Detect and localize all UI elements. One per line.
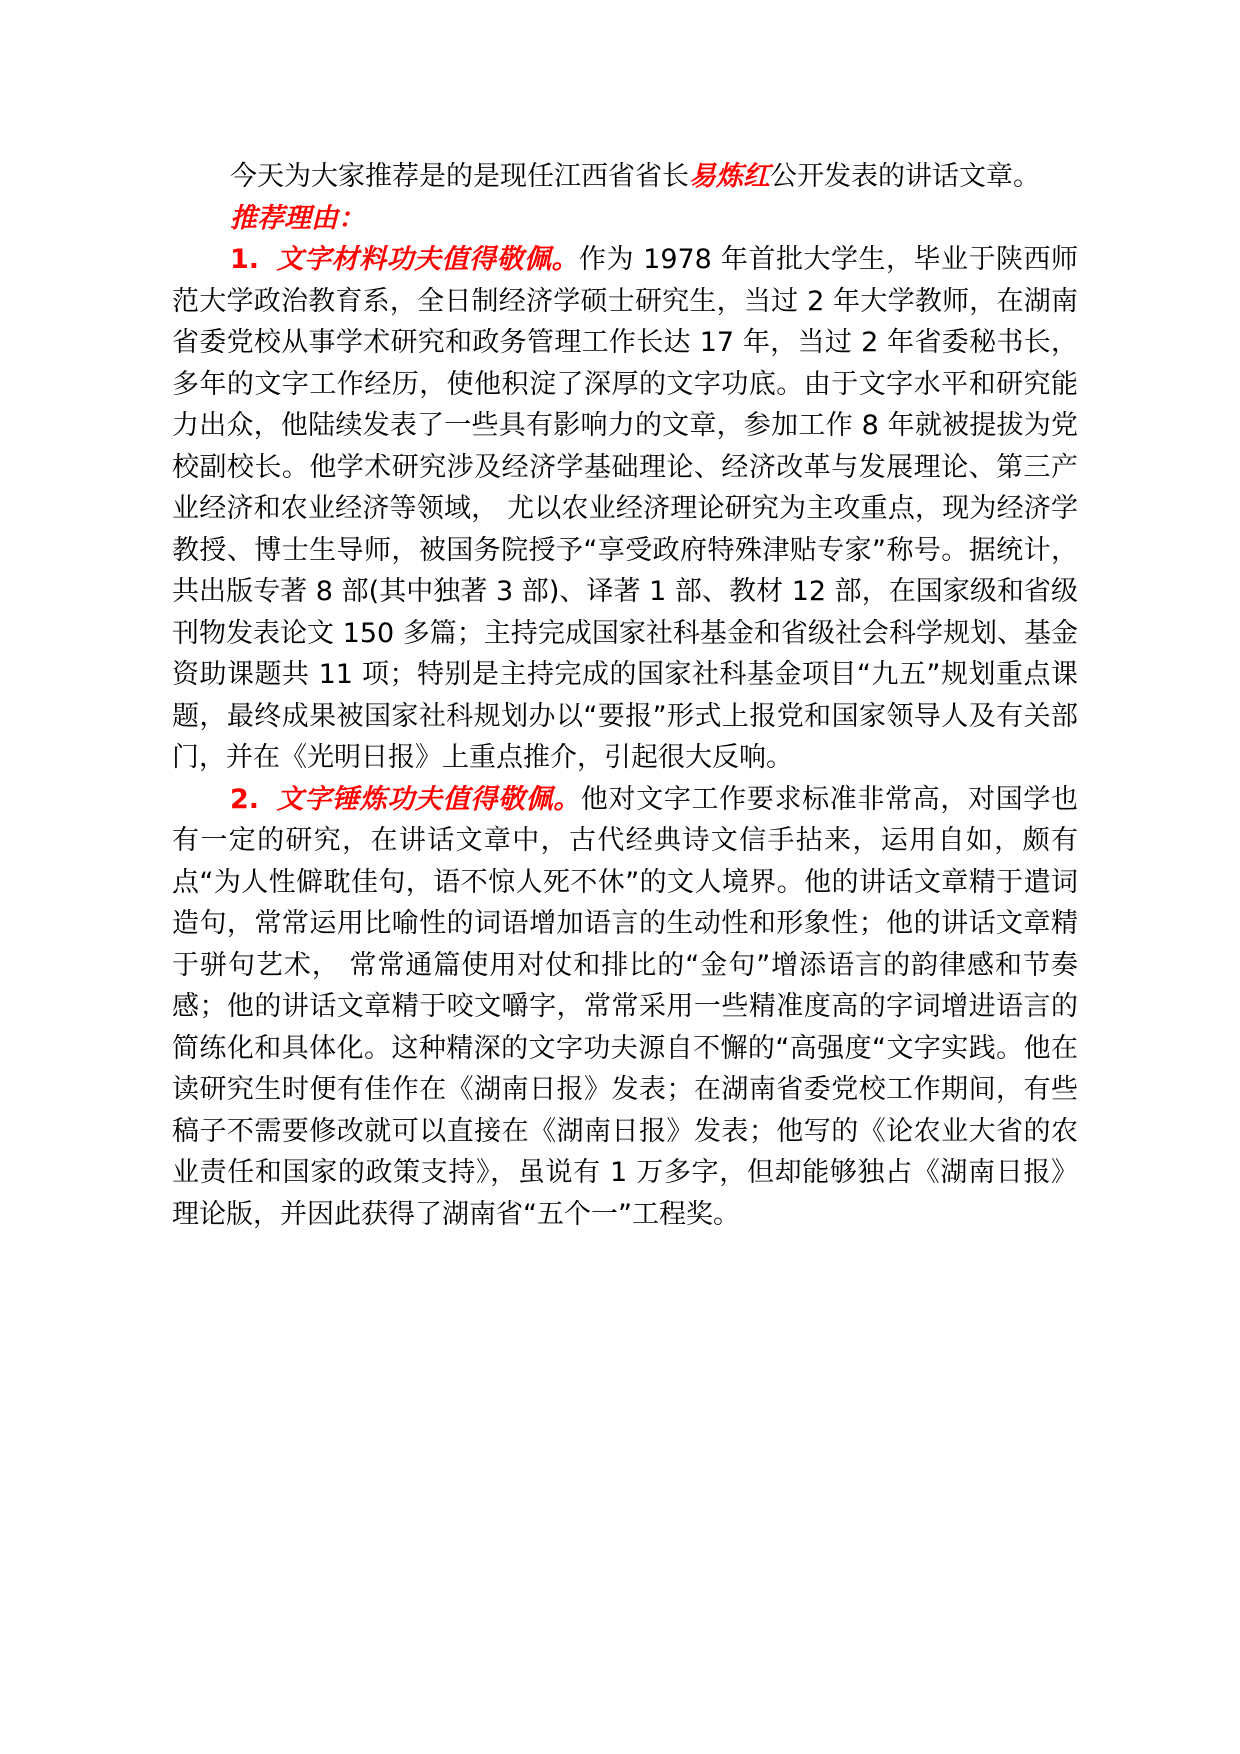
reason-heading: 推荐理由： [230,202,365,234]
document-body [172,156,1078,1235]
reason-item-1 [172,239,1078,779]
reason-item-1-number: 1. [230,244,260,275]
reason-item-2-body: 他对文字工作要求标准非常高，对国学也有一定的研究，在讲话文章中，古代经典诗文信手拈来，运用自如，颇有点“为人性僻耽佳句，语不惊人死不休”的文人境界。他的讲话文章精于遣词造句，常常运用比喻性的词语增加语言的生动性和形象性；他的讲话文章精于骈句艺术， 常常通篇使用对仗和排比的“金句”增添语言的韵律感和节奏感；他的讲话文章精于咬文嚼字，常常采用一些精准度高的字词增进语言的简练化和具体化。这种精深的文字功夫源自不懈的“高强度“文字实践。他在读研究生时便有佳作在《湖南日报》发表；在湖南省委党校工作期间，有些稿子不需要修改就可以直接在《湖南日报》发表；他写的《论农业大省的农业责任和国家的政策支持》，虽说有 1 万多字，但却能够独占《湖南日报》理论版，并因此获得了湖南省“五个一”工程奖。 [172,783,1079,1230]
reason-item-2 [172,779,1078,1236]
reason-item-1-title: 文字材料功夫值得敬佩。 [276,244,580,275]
reason-item-1-body: 作为 1978 年首批大学生，毕业于陕西师范大学政治教育系，全日制经济学硕士研究生，当过 2 年大学教师，在湖南省委党校从事学术研究和政务管理工作长达 17 年，当过 2 年省委秘书长，多年的文字工作经历，使他积淀了深厚的文字功底。由于文字水平和研究能力出众，他陆续发表了一些具有影响力的文章，参加工作 8 年就被提拔为党校副校长。他学术研究涉及经济学基础理论、经济改革与发展理论、第三产业经济和农业经济等领域， 尤以农业经济理论研究为主攻重点，现为经济学教授、博士生导师，被国务院授予“享受政府特殊津贴专家”称号。据统计，共出版专著 8 部(其中独著 3 部)、译著 1 部、教材 12 部，在国家级和省级刊物发表论文 150 多篇；主持完成国家社科基金和省级社会科学规划、基金资助课题共 11 项；特别是主持完成的国家社科基金项目“九五”规划重点课题，最终成果被国家社科规划办以“要报”形式上报党和国家领导人及有关部门，并在《光明日报》上重点推介，引起很大反响。 [172,244,1078,773]
intro-text-after: 公开发表的讲话文章。 [770,161,1040,192]
reason-item-2-number: 2. [230,783,260,815]
intro-paragraph [172,156,1078,198]
intro-text-before: 今天为大家推荐是的是现任江西省省长 [230,161,689,192]
reason-item-2-title: 文字锤炼功夫值得敬佩。 [276,783,581,815]
highlighted-name: 易炼红 [689,161,770,192]
